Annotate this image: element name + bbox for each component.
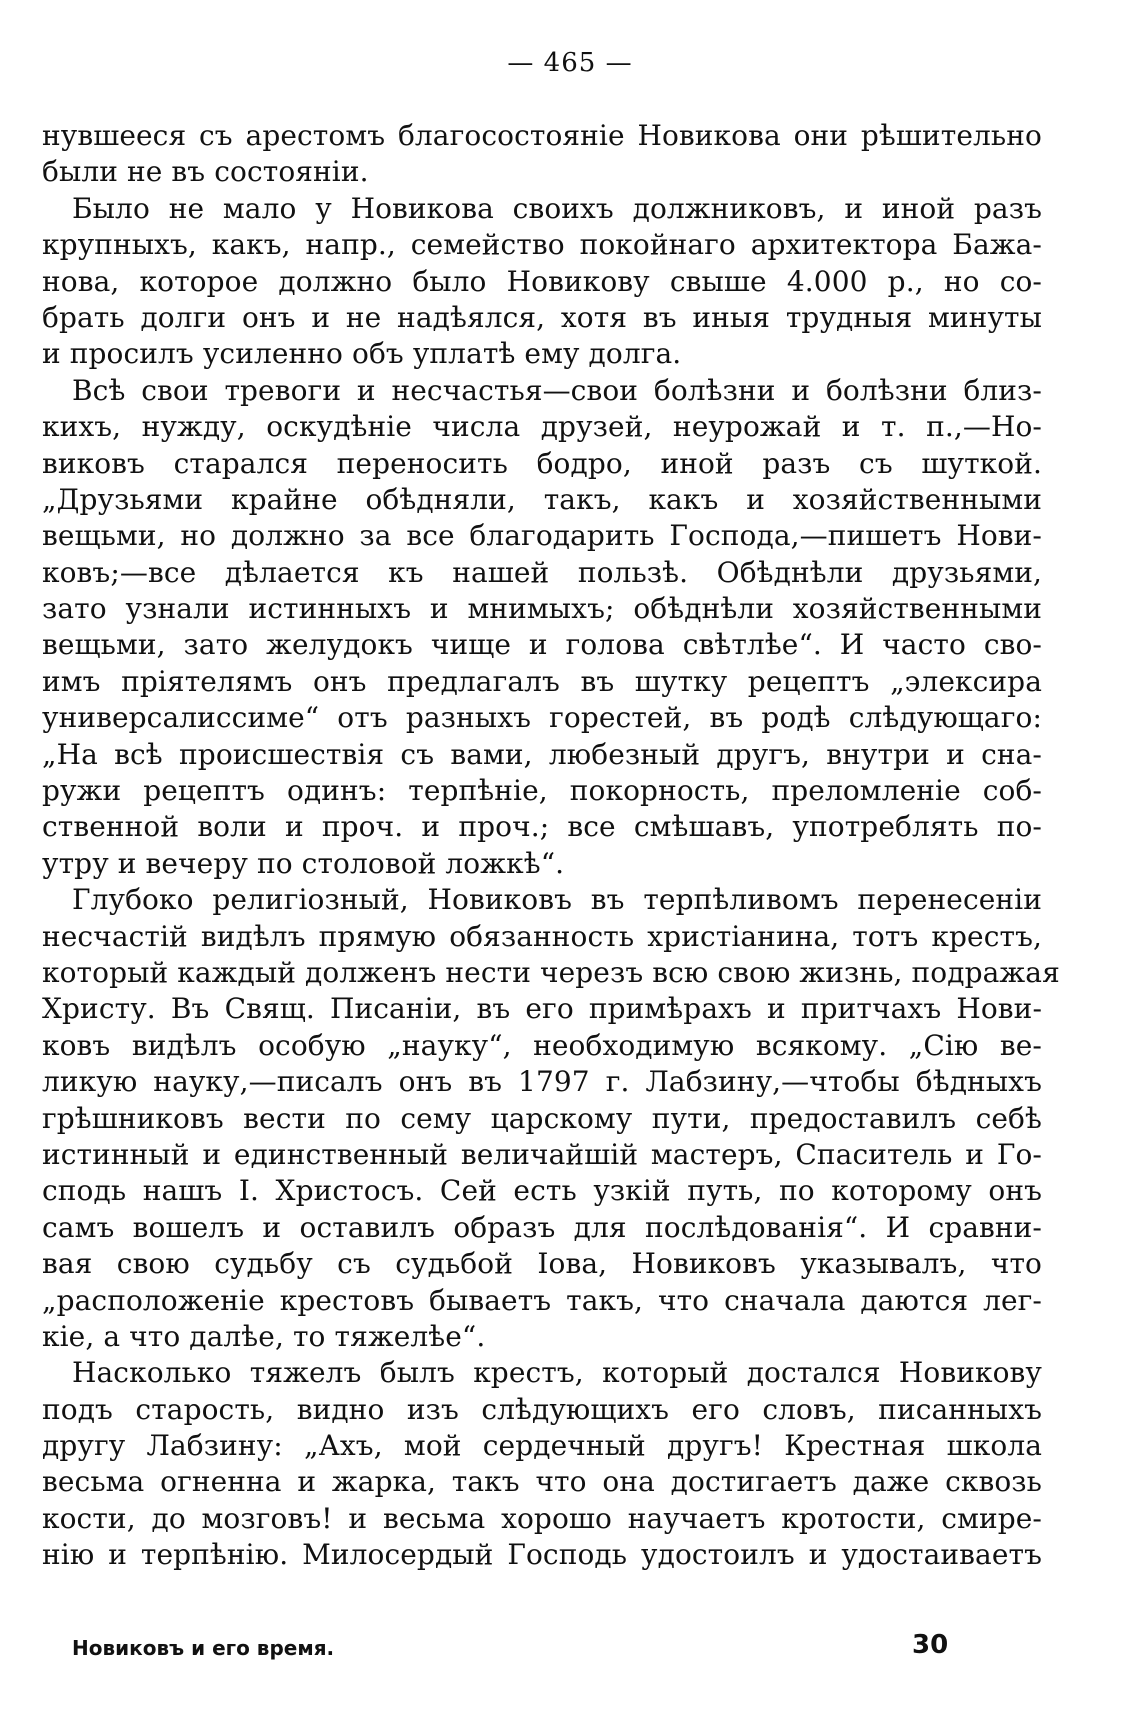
text-line: Всѣ свои тревоги и несчастья—свои болѣзни и болѣзни близ- [72,373,1042,407]
text-line: Глубоко религiозный, Новиковъ въ терпѣливомъ перенесенiи [72,883,1042,917]
text-line: нiю и терпѣнiю. Милосердый Господь удостоилъ и удостаиваетъ [42,1538,1042,1572]
text-line: ковъ видѣлъ особую „науку“, необходимую всякому. „Сiю ве- [42,1028,1042,1062]
text-line: грѣшниковъ вести по сему царскому пути, предоставилъ себѣ [42,1101,1042,1135]
signature-mark: 30 [912,1630,949,1660]
text-line: крупныхъ, какъ, напр., семейство покойнаго архитектора Бажа- [42,228,1042,262]
text-line: ружи рецептъ одинъ: терпѣнiе, покорность, преломленiе соб- [42,774,1042,808]
text-line: ственной воли и проч. и проч.; все смѣшавъ, употреблять по- [42,810,1042,844]
text-line: подъ старость, видно изъ слѣдующихъ его словъ, писанныхъ [42,1392,1042,1426]
text-line: имъ прiятелямъ онъ предлагалъ въ шутку рецептъ „элексира [42,664,1042,698]
text-line: кихъ, нужду, оскудѣнiе числа друзей, неурожай и т. п.,—Но- [42,410,1042,444]
text-line: брать долги онъ и не надѣялся, хотя въ иныя трудныя минуты [42,300,1042,334]
text-line: зато узнали истинныхъ и мнимыхъ; обѣднѣли хозяйственными [42,592,1042,626]
text-line: вещьми, но должно за все благодарить Господа,—пишетъ Нови- [42,519,1042,553]
text-line: истинный и единственный величайшiй мастеръ, Спаситель и Го- [42,1137,1042,1171]
body-text [42,118,1060,1574]
text-line: вещьми, зато желудокъ чище и голова свѣтлѣе“. И часто сво- [42,628,1042,662]
text-line: кости, до мозговъ! и весьма хорошо научаетъ кротости, смире- [42,1501,1042,1535]
text-line: Христу. Въ Свящ. Писанiи, въ его примѣрахъ и притчахъ Нови- [42,992,1042,1026]
text-line: нова, которое должно было Новикову свыше 4.000 р., но со- [42,264,1042,298]
text-line: были не въ состоянiи. [42,155,369,189]
text-line: весьма огненна и жарка, такъ что она достигаетъ даже сквозь [42,1465,1042,1499]
text-line: несчастiй видѣлъ прямую обязанность христiанина, тотъ крестъ, [42,919,1042,953]
text-line: ковъ;—все дѣлается къ нашей пользѣ. Обѣднѣли друзьями, [42,555,1042,589]
text-line: Насколько тяжелъ былъ крестъ, который достался Новикову [72,1356,1042,1390]
text-line: Было не мало у Новикова своихъ должниковъ, и иной разъ [72,191,1042,225]
text-line: сподь нашъ I. Христосъ. Сей есть узкiй путь, по которому онъ [42,1174,1042,1208]
text-line: „На всѣ происшествiя съ вами, любезный другъ, внутри и сна- [42,737,1042,771]
text-line: самъ вошелъ и оставилъ образъ для послѣдованiя“. И сравни- [42,1210,1042,1244]
text-line: нувшееся съ арестомъ благосостоянiе Новикова они рѣшительно [42,119,1042,152]
text-line: кiе, а что далѣе, то тяжелѣе“. [42,1319,486,1353]
text-line: ликую науку,—писалъ онъ въ 1797 г. Лабзину,—чтобы бѣдныхъ [42,1065,1042,1099]
text-line: универсалиссиме“ отъ разныхъ горестей, въ родѣ слѣдующаго: [42,701,1042,735]
text-line: который каждый долженъ нести черезъ всю свою жизнь, подражая [42,955,1060,989]
text-line: и просилъ усиленно объ уплатѣ ему долга. [42,337,682,371]
page-number: — 465 — [507,48,633,78]
text-line: „расположенiе крестовъ бываетъ такъ, что сначала даются лег- [42,1283,1042,1317]
text-line: виковъ старался переносить бодро, иной разъ съ шуткой. [42,446,1042,480]
text-line: утру и вечеру по столовой ложкѣ“. [42,846,565,880]
text-line: вая свою судьбу съ судьбой Iова, Новиковъ указывалъ, что [42,1247,1042,1281]
footer-book-title: Новиковъ и его время. [72,1636,335,1660]
text-line: „Друзьями крайне обѣдняли, такъ, какъ и хозяйственными [42,482,1042,516]
text-line: другу Лабзину: „Ахъ, мой сердечный другъ! Крестная школа [42,1429,1042,1463]
